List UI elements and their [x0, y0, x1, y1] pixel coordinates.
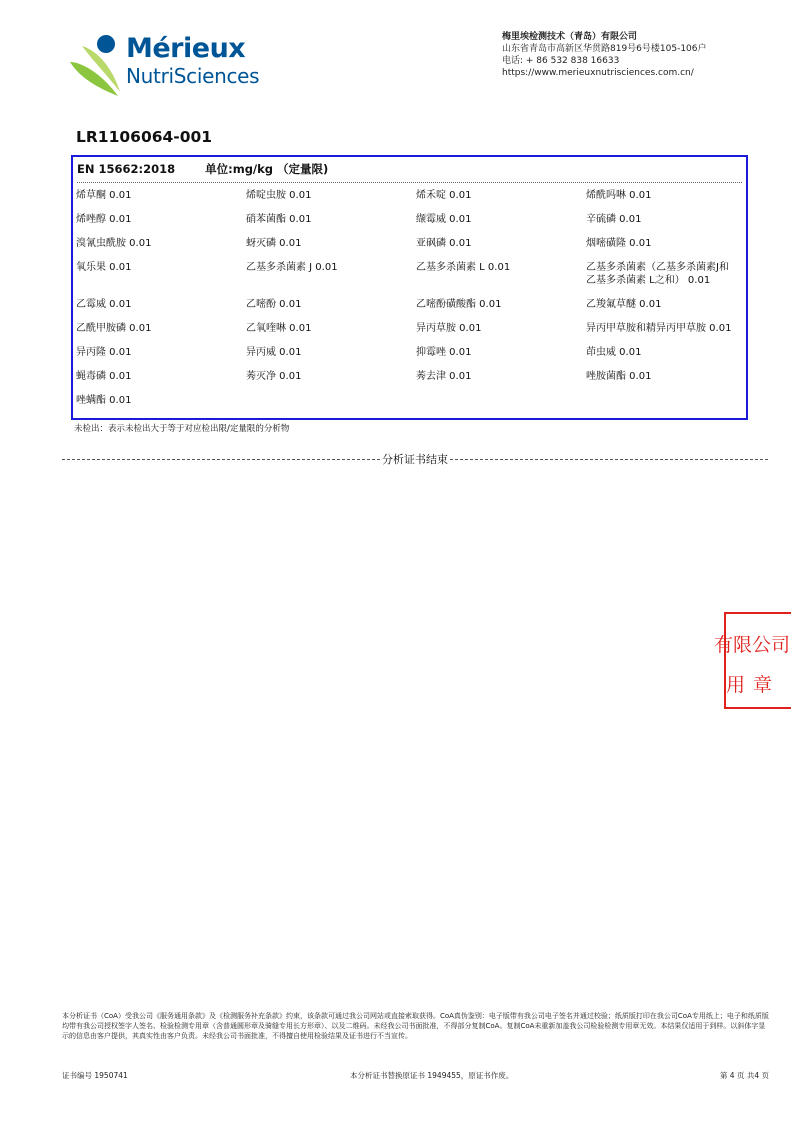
footer-disclaimer: 本分析证书（CoA）受我公司《服务通用条款》及《检测服务补充条款》约束，该条款可通过我公司网站或直接索取获得。CoA真伪鉴别：电子版带有我公司电子签名并通过校验；纸质版打印在我公司CoA专用纸上；电子和纸质版均带有我公司授权签字人签名、检验检测专用章（含普通圆形章及骑缝专用长方形章）、以及二维码。未经我公司书面批准，不得部分复制CoA。复制CoA未重新加盖我公司检验检测专用章无效。本结果仅适用于到样。以斜体字显示的信息由客户提供，其真实性由客户负责。未经我公司书面批准，不得擅自使用检验结果及证书进行不当宣传。: [62, 1012, 769, 1040]
result-cell: 异丙草胺 0.01: [416, 323, 482, 334]
unit-label: 单位:mg/kg （定量限): [205, 162, 329, 176]
results-row: [76, 187, 744, 211]
result-cell: 茚虫威 0.01: [586, 347, 642, 358]
results-row: [76, 320, 744, 344]
result-cell: 乙酰甲胺磷 0.01: [76, 323, 152, 334]
results-row: [76, 344, 744, 368]
result-cell: 异丙甲草胺和精异丙甲草胺 0.01: [586, 323, 732, 334]
result-cell: 蚜灭磷 0.01: [246, 238, 302, 249]
result-cell: 乙基多杀菌素 L 0.01: [416, 262, 511, 273]
company-phone: 电话: + 86 532 838 16633: [502, 56, 620, 66]
page-number: 第 4 页 共4 页: [719, 1071, 769, 1080]
replacement-note: 本分析证书替换原证书 1949455，原证书作废。: [350, 1071, 514, 1080]
result-cell: 乙羧氟草醚 0.01: [586, 299, 662, 310]
result-cell: 亚砜磷 0.01: [416, 238, 472, 249]
dotted-divider: [77, 182, 742, 183]
brand-name: Mérieux: [126, 33, 246, 64]
results-row: [76, 368, 744, 392]
method-label: EN 15662:2018: [77, 162, 176, 176]
result-cell: 莠灭净 0.01: [246, 371, 302, 382]
result-cell: 唑螨酯 0.01: [76, 395, 132, 406]
result-cell: 氧乐果 0.01: [76, 262, 132, 273]
result-cell: 异丙隆 0.01: [76, 347, 132, 358]
result-cell: 辛硫磷 0.01: [586, 214, 642, 225]
results-row: [76, 392, 744, 416]
result-cell: 烯禾啶 0.01: [416, 190, 472, 201]
result-cell: 抑霉唑 0.01: [416, 347, 472, 358]
company-name: 梅里埃检测技术（青岛）有限公司: [502, 32, 638, 42]
result-cell: 乙嘧酚磺酸酯 0.01: [416, 299, 502, 310]
footnote: 未检出：表示未检出大于等于对应检出限/定量限的分析物: [74, 424, 290, 434]
results-row: [76, 211, 744, 235]
result-cell: 烯草酮 0.01: [76, 190, 132, 201]
company-website[interactable]: https://www.merieuxnutrisciences.com.cn/: [502, 68, 694, 78]
result-cell: 乙基多杀菌素 J 0.01: [246, 262, 338, 273]
result-cell: 乙氧喹啉 0.01: [246, 323, 312, 334]
result-cell: [586, 392, 736, 416]
result-cell: [416, 392, 586, 416]
results-row: [76, 296, 744, 320]
result-cell: 硝苯菌酯 0.01: [246, 214, 312, 225]
result-cell: 唑胺菌酯 0.01: [586, 371, 652, 382]
result-cell: 异丙威 0.01: [246, 347, 302, 358]
result-cell: 烯唑醇 0.01: [76, 214, 132, 225]
stamp-line1: 有限公司: [714, 634, 791, 656]
report-id: LR1106064-001: [76, 128, 213, 146]
result-cell: 乙基多杀菌素（乙基多杀菌素J和乙基多杀菌素 L之和） 0.01: [586, 262, 729, 286]
results-row: [76, 259, 744, 296]
result-cell: 烯酰吗啉 0.01: [586, 190, 652, 201]
stamp-line2: 用章: [726, 674, 781, 696]
official-stamp: [714, 612, 791, 709]
results-row: [76, 235, 744, 259]
result-cell: [246, 392, 416, 416]
dashed-line-right: [450, 459, 768, 460]
results-header: [77, 161, 328, 177]
end-text: 分析证书结束: [382, 453, 448, 466]
results-grid: [76, 187, 744, 416]
certificate-number: 证书编号 1950741: [62, 1071, 128, 1080]
result-cell: 乙嘧酚 0.01: [246, 299, 302, 310]
result-cell: 莠去津 0.01: [416, 371, 472, 382]
result-cell: 蝇毒磷 0.01: [76, 371, 132, 382]
company-address: 山东省青岛市高新区华贯路819号6号楼105-106户: [502, 44, 707, 54]
company-info: [502, 31, 707, 79]
result-cell: 乙霉威 0.01: [76, 299, 132, 310]
result-cell: 缬霉威 0.01: [416, 214, 472, 225]
result-cell: 烯啶虫胺 0.01: [246, 190, 312, 201]
brand-subname: NutriSciences: [126, 64, 260, 88]
results-box: [71, 155, 748, 420]
result-cell: 溴氰虫酰胺 0.01: [76, 238, 152, 249]
dashed-line-left: [62, 459, 380, 460]
end-of-certificate: [62, 451, 768, 467]
result-cell: 烟嘧磺隆 0.01: [586, 238, 652, 249]
